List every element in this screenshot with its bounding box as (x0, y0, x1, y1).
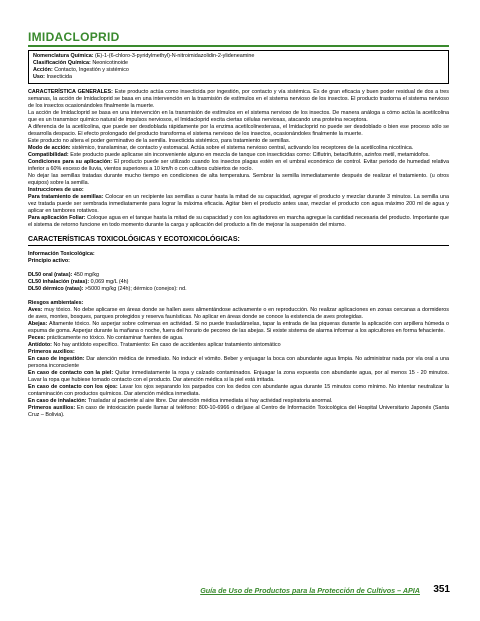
info-row (33, 60, 444, 67)
info-value: Contacto, Ingestión y sistémico (54, 67, 129, 73)
paragraph-text: A diferencia de la acetilcolina, que puede ser desdoblada rápidamente por la enzima acetilcolinesterasa, el Imidacloprid no puede ser desdoblado o bien ese proceso sólo se desarrolla despacio. El efecto prolongado del producto transforma el sistema nervioso de los insectos, ocasionándoles finalmente la muerte. (28, 124, 449, 137)
paragraph (28, 300, 449, 307)
info-value: (E)-1-(6-chloro-3-pyridylmethyl)-N-nitroimidazolidin-2-ylideneamine (95, 53, 255, 59)
risk-text: prácticamente no tóxico. No contaminar fuentes de agua. (46, 335, 184, 341)
paragraph (28, 152, 449, 159)
paragraph-label: Para tratamiento de semillas: (28, 194, 104, 200)
paragraph (28, 215, 449, 229)
tox-label: DL50 dérmico (ratas): (28, 286, 84, 292)
paragraph (28, 110, 449, 124)
paragraph (28, 173, 449, 187)
paragraph-text: Coloque agua en el tanque hasta la mitad de su capacidad y con los agitadores en marcha agregue la cantidad necesaria del producto. Importante que el sistema de retorno funcione en todo momento durante la carga y aplicación del producto a fin de mejorar la suspensión del mismo. (28, 215, 449, 228)
risk-label: En caso de contacto con los ojos: (28, 384, 118, 390)
spacer (28, 293, 449, 300)
risk-label: Primeros auxilios: (28, 405, 76, 411)
toxicology-section (28, 251, 449, 419)
info-label: Acción: (33, 67, 53, 73)
tox-value: 0,069 mg/L (4h) (90, 279, 129, 285)
tox-subheading: Principio activo: (28, 258, 70, 264)
paragraph-text: Este producto no altera el poder germinativo de la semilla. Insecticida sistémico, para tratamiento de semillas. (28, 138, 291, 144)
paragraph-label: Compatibilidad: (28, 152, 69, 158)
paragraph-text: La acción de Imidacloprid se basa en una intervención en la transmisión de estímulos en el sistema nervioso de los insectos. De manera análoga a cómo actúa la acetilcolina que es un transmisor químico natural de impulsos nerviosos, el Imidacloprid excita ciertas células nerviosas, atacando una proteína receptora. (28, 110, 449, 123)
risk-label: Aves: (28, 307, 43, 313)
info-label: Clasificación Química: (33, 60, 91, 66)
risk-text: Trasladar al paciente al aire libre. Dar atención médica inmediata si hay actividad respiratoria anormal. (87, 398, 333, 404)
paragraph-label: Modo de acción: (28, 145, 71, 151)
paragraph (28, 145, 449, 152)
tox-value-row (28, 279, 449, 286)
tox-value: >5000 mg/kg (24h); dérmico (conejos): nd. (84, 286, 187, 292)
info-value: Insecticida (46, 74, 72, 80)
info-box (28, 50, 449, 84)
paragraph-text: El producto puede ser utilizado cuando los insectos plagas estén en el umbral económico de control. Evitar periodo de humedad relativa inferior a 60% exceso de lluvia, vientos superiores a 10 km/h o con cultivos cubiertos de rocío. (28, 159, 450, 172)
paragraph (28, 159, 449, 173)
paragraph-label: Instrucciones de uso: (28, 187, 84, 193)
risk-label: En caso de ingestión: (28, 356, 85, 362)
info-row (33, 53, 444, 60)
risks-heading: Riesgos ambientales: (28, 300, 84, 306)
paragraph (28, 194, 449, 215)
footer-title: Guía de Uso de Productos para la Protección de Cultivos – APIA (200, 586, 420, 595)
risk-text: Lavar los ojos separando los parpados con los dedos con abundante agua durante 15 minutos como mínimo. No intentar neutralizar la contaminación con productos químicos. Dar atención médica inmediata. (28, 384, 450, 397)
tox-value-row (28, 286, 449, 293)
page-footer (0, 584, 480, 600)
risk-text: Dar atención médica de inmediato. No inducir el vómito. Beber y enjuagar la boca con abundante agua limpia. No administrar nada por vía oral a una persona inconsciente (28, 356, 450, 369)
risk-item (28, 342, 449, 349)
paragraph (28, 251, 449, 258)
risk-item (28, 398, 449, 405)
paragraph-text: Este producto puede aplicarse sin inconveniente alguno en mezcla de tanque con insecticidas como: Ciflutrin, betaciflutrin, azinfos metil, metamidofos. (70, 152, 430, 158)
risk-label: En caso de contacto con la piel: (28, 370, 114, 376)
risk-text: Quitar inmediatamente la ropa y calzado contaminados. Enjuagar la zona expuesta con abundante agua, por al menos 15 - 20 minutos. Lavar la ropa que hubiese tomado contacto con el producto. Dar atención médica si la piel está irritada. (28, 370, 449, 383)
risk-label: Antídoto: (28, 342, 52, 348)
risk-item (28, 349, 449, 356)
risk-item (28, 370, 449, 384)
paragraph (28, 187, 449, 194)
tox-label: CL50 inhalación (ratas): (28, 279, 90, 285)
info-row (33, 74, 444, 81)
risk-item (28, 405, 449, 419)
risk-text: Altamente tóxico. No asperjar sobre colmenas en actividad. Si no puede trasladárselas, tapar la entrada de las piqueras durante la aplicación con arpillera húmeda o espuma de goma. Asperjar durante la mañana o noche, fuera del horario de pecoreo de las abejas. Si existe sistema de alarma informar a los apicultores en forma fehaciente. (28, 321, 450, 334)
section-rule (28, 245, 449, 246)
info-value: Neonicotinoide (92, 60, 128, 66)
risk-label: Primeros auxilios: (28, 349, 75, 355)
paragraph (28, 258, 449, 265)
document-page (28, 30, 449, 419)
paragraph-label: Para aplicación Foliar: (28, 215, 86, 221)
paragraph (28, 138, 449, 145)
paragraph-label: CARACTERÍSTICA GENERALES: (28, 89, 113, 95)
section-heading: CARACTERÍSTICAS TOXICOLÓGICAS Y ECOTOXICOLÓGICAS: (28, 236, 240, 243)
spacer (28, 265, 449, 272)
paragraph-text: No dejar las semillas tratadas durante mucho tiempo en condiciones de alta temperatura. Sembrar la semilla inmediatamente después de realizar el tratamiento. (u otros equipos) sobre la semilla. (28, 173, 449, 186)
paragraph-text: sistémico, translaminar, de contacto y estomacal. Actúa sobre el sistema nervioso central, activando los receptores de la acetilcolina nicotínica. (72, 145, 414, 151)
risk-label: Peces: (28, 335, 46, 341)
general-characteristics (28, 89, 449, 229)
paragraph-text: Colocar en un recipiente las semillas a curar hasta la mitad de su capacidad, agregar el producto y mezclar durante 3 minutos. La semilla una vez tratada puede ser sembrada inmediatamente para lograr la máxima eficacia. Agitar bien el producto antes usar, mezclar el producto con agua máximo 200 ml de agua y aplicar en tambores rotativos. (28, 194, 450, 214)
risk-item (28, 307, 449, 321)
paragraph-text: Este producto actúa como insecticida por ingestión, por contacto y vía sistémica. Es de gran eficacia y buen poder residual de dos a tres semanas, la acción de Imidacloprid se basa en una intervención en la trasmisión de estímulos en el sistema nervioso de los insectos. El producto trastorna el sistema nervioso de los insectos ocasionándoles finalmente la muerte. (28, 89, 450, 109)
risk-text: muy tóxico. No debe aplicarse en áreas donde se hallen aves alimentándose activamente o en reproducción. No realizar aplicaciones en zonas cercanas a dormideros de aves, montes, bosques, parques protegidos y reserva faunísticas. No aplicar en áreas donde se conoce la existencia de aves protegidas. (28, 307, 450, 320)
paragraph (28, 89, 449, 110)
risk-item (28, 321, 449, 335)
info-label: Uso: (33, 74, 45, 80)
tox-value-row (28, 272, 449, 279)
page-title: IMIDACLOPRID (28, 30, 120, 44)
tox-value: 450 mg/kg (73, 272, 100, 278)
title-rule (28, 45, 449, 47)
risk-item (28, 335, 449, 342)
tox-heading: Información Toxicológica: (28, 251, 95, 257)
risk-item (28, 356, 449, 370)
risk-item (28, 384, 449, 398)
page-number: 351 (433, 584, 450, 595)
risk-text: En caso de intoxicación puede llamar al teléfono: 800-10-6966 o diríjase al Centro de Información Toxicológica del Hospital Universitario Japonés (Santa Cruz – Bolivia). (28, 405, 449, 418)
paragraph-label: Condiciones para su aplicación: (28, 159, 113, 165)
info-row (33, 67, 444, 74)
risk-label: Abejas: (28, 321, 48, 327)
risk-text: No hay antídoto específico. Tratamiento: En caso de accidentes aplicar tratamiento sintomático (53, 342, 281, 348)
info-label: Nomenclatura Química: (33, 53, 94, 59)
paragraph (28, 124, 449, 138)
tox-label: DL50 oral (ratas): (28, 272, 73, 278)
risk-label: En caso de inhalación: (28, 398, 87, 404)
